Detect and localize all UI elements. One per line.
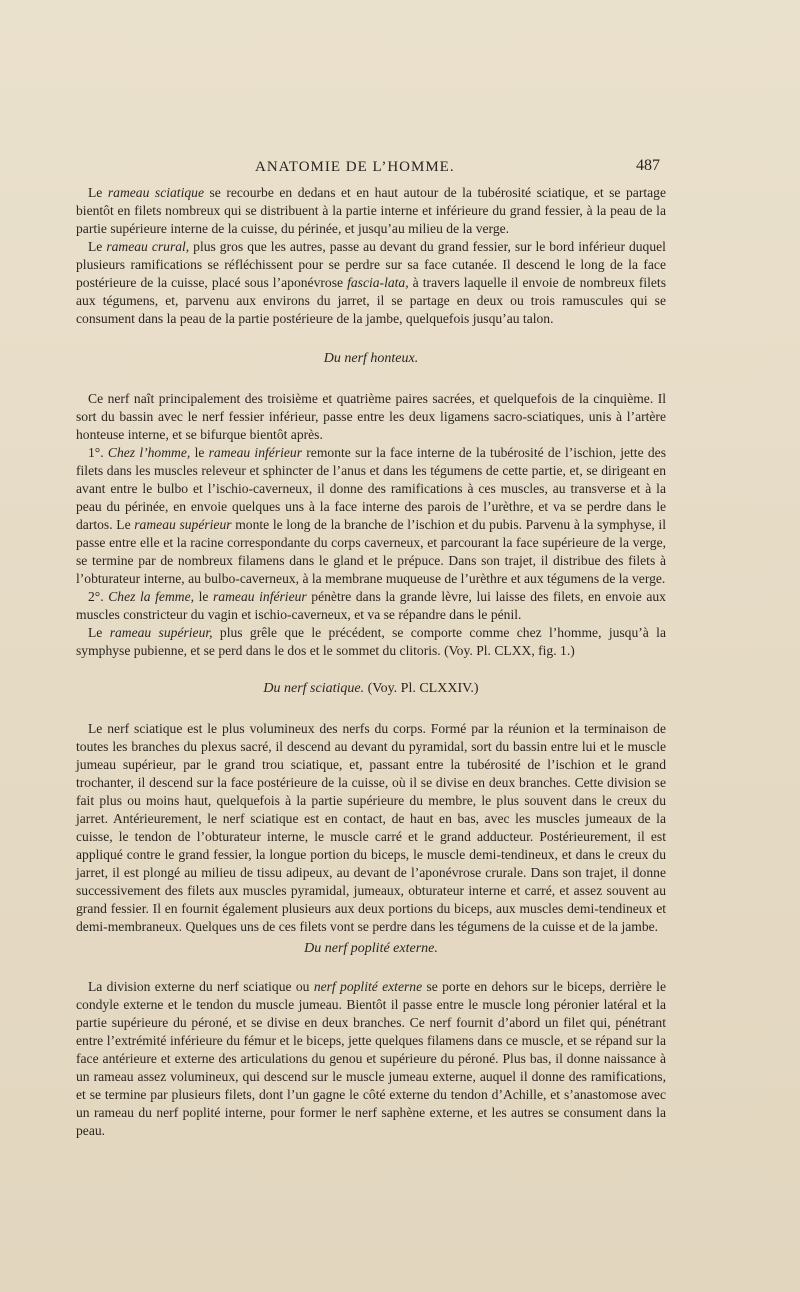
paragraph <box>76 238 666 328</box>
paragraph <box>76 978 666 1140</box>
section-heading <box>76 660 666 720</box>
text-run: se recourbe en dedans et en haut autour de la tubérosité sciatique, et se partage bientôt en filets nombreux qui se distribuent à la partie interne et inférieure du grand fessier, à la peau de la partie supérieure interne de la cuisse, du périnée, et jusqu’au milieu de la verge. <box>76 185 666 236</box>
paragraph: Ce nerf naît principalement des troisième et quatrième paires sacrées, et quelquefois de la cinquième. Il sort du bassin avec le nerf fessier inférieur, passe entre les deux ligamens sacro-sciatiques, unis à l’artère honteuse interne, et se bifurque bientôt après. <box>76 391 666 442</box>
italic-term: rameau supérieur <box>134 517 232 532</box>
italic-term: Chez la femme, <box>108 589 195 604</box>
paragraph <box>76 444 666 588</box>
heading-reference: (Voy. Pl. CLXXIV.) <box>364 681 479 696</box>
section-heading: Du nerf poplité externe. <box>304 941 438 956</box>
text-run: monte le long de la branche de l’ischion et du pubis. Parvenu à la symphyse, il passe entre elle et la racine correspondante du corps caverneux, et parcourant la face supérieure de la verge, se termine par de nombreux filamens dans le gland et le prépuce. Dans son trajet, il distribue des filets à l’obturateur interne, au bulbo-caverneux, à la membrane muqueuse de l’urèthre et aux tégumens de la verge. <box>76 517 666 586</box>
section-heading: Du nerf honteux. <box>323 351 419 366</box>
italic-term: nerf poplité externe <box>313 979 423 994</box>
paragraph <box>76 184 666 238</box>
italic-term: rameau crural, <box>106 239 190 254</box>
text-run: à travers laquelle il envoie de nombreux filets aux tégumens, et, parvenu aux environs du jarret, il se partage en deux ou trois ramuscules qui se consument dans la peau de la partie postérieure de la jambe, quelquefois jusqu’au talon. <box>76 275 666 326</box>
italic-term: rameau sciatique <box>107 185 204 200</box>
text-run: remonte sur la face interne de la tubérosité de l’ischion, jette des filets dans les muscles releveur et sphincter de l’anus et dans les tégumens de cette partie, et, se dirigeant en avant entre le bulbo et l’ischio-caverneux, il donne des ramifications à ces muscles, au transverse et à la peau du périnée, en envoie quelques uns à la face interne des parois de l’urèthre, et va se perdre dans le dartos. Le <box>76 445 666 532</box>
text-run: 1°. <box>88 445 108 460</box>
text-run: le <box>190 445 209 460</box>
running-title: ANATOMIE DE L’HOMME. <box>255 159 455 175</box>
text-run: La division externe du nerf sciatique ou <box>88 979 314 994</box>
heading-italic: Du nerf sciatique. <box>263 681 365 696</box>
italic-term: rameau supérieur, <box>109 625 213 640</box>
italic-term: Chez l’homme, <box>107 445 191 460</box>
body-text <box>76 184 666 1140</box>
paragraph: Le nerf sciatique est le plus volumineux des nerfs du corps. Formé par la réunion et la terminaison de toutes les branches du plexus sacré, il descend au devant du pyramidal, sort du bassin entre lui et le muscle jumeau supérieur, par le grand trou sciatique, et, passant entre la tubérosité de l’ischion et le grand trochanter, il descend sur la face postérieure de la cuisse, où il se divise en deux branches. Cette division se fait plus ou moins haut, quelquefois à la partie supérieure du membre, le plus souvent dans le creux du jarret. Antérieurement, le nerf sciatique est en contact, de haut en bas, avec les muscles jumeaux de la cuisse, le tendon de l’obturateur interne, le muscle carré et le grand adducteur. Postérieurement, il est appliqué contre le grand fessier, la longue portion du biceps, le muscle demi-tendineux, et dans le creux du jarret, il est plongé au milieu de tissu adipeux, au devant de l’aponévrose crurale. Dans son trajet, il donne successivement des filets aux muscles pyramidal, jumeaux, obturateur interne et carré, et assez souvent au grand fessier. Il en fournit également plusieurs aux deux portions du biceps, aux muscles demi-tendineux et demi-membraneux. Quelques uns de ces filets vont se perdre dans les tégumens de la cuisse et de la jambe. <box>76 721 666 934</box>
text-run: Le <box>88 239 107 254</box>
text-run: Le <box>88 625 110 640</box>
italic-term: fascia-lata, <box>347 275 409 290</box>
text-run: 2°. <box>88 589 109 604</box>
text-run: pénètre dans la grande lèvre, lui laisse des filets, en envoie aux muscles constricteur du vagin et ischio-caverneux, et va se répandre dans le pénil. <box>76 589 666 622</box>
text-run: plus gros que les autres, passe au devant du grand fessier, sur le bord inférieur duquel plusieurs ramifications se réfléchissent pour se perdre sur sa face cutanée. Il descend le long de la face postérieure de la cuisse, placé sous l’aponévrose <box>76 239 666 290</box>
page-header <box>0 153 800 177</box>
text-run: le <box>194 589 214 604</box>
italic-term: rameau inférieur <box>208 445 303 460</box>
italic-term: rameau inférieur <box>213 589 307 604</box>
page-number: 487 <box>636 157 660 174</box>
paragraph <box>76 624 666 660</box>
text-run: Le <box>88 185 108 200</box>
text-run: plus grêle que le précédent, se comporte comme chez l’homme, jusqu’à la symphyse pubienne, et se perd dans le dos et le sommet du clitoris. (Voy. Pl. CLXX, fig. 1.) <box>76 625 666 658</box>
text-run: se porte en dehors sur le biceps, derrière le condyle externe et le tendon du muscle jumeau. Bientôt il passe entre le muscle long péronier latéral et la partie supérieure du péroné, et se divise en deux branches. Ce nerf fournit d’abord un filet qui, pénétrant entre l’extrémité inférieure du fémur et le biceps, jette quelques filamens dans ce muscle, et se répand sur la face antérieure et externe des articulations du genou et supérieure du péroné. Plus bas, il donne naissance à un rameau assez volumineux, qui descend sur le muscle jumeau externe, auquel il donne des ramifications, et se termine par plusieurs filets, dont l’un gagne le côté externe du tendon d’Achille, et s’anastomose avec un rameau du nerf poplité interne, pour former le nerf saphène externe, et les autres se consument dans la peau. <box>76 979 666 1138</box>
paragraph <box>76 588 666 624</box>
